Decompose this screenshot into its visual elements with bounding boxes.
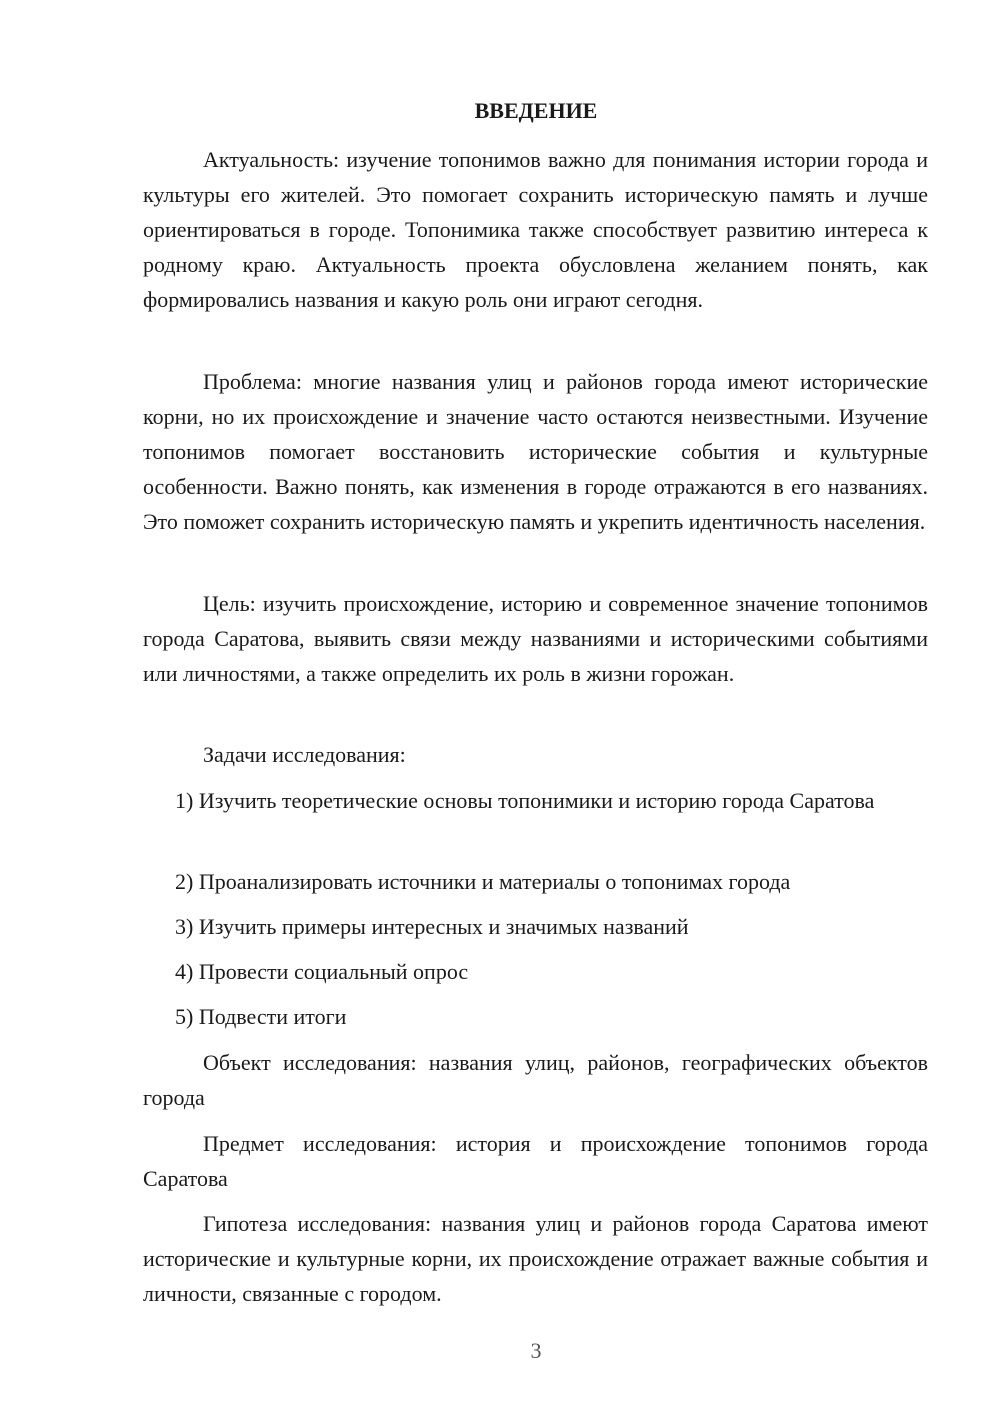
- list-item: 4) Провести социальный опрос: [175, 959, 469, 984]
- list-item: 5) Подвести итоги: [175, 1004, 347, 1029]
- object-paragraph: Объект исследования: названия улиц, районов, географических объектов города: [143, 1050, 928, 1110]
- relevance-paragraph: Актуальность: изучение топонимов важно для понимания истории города и культуры его жителей. Это помогает сохранить историческую память и лучше ориентироваться в городе. Топонимика также способствует развитию интереса к родному краю. Актуальность проекта обусловлена желанием понять, как формировались названия и какую роль они играют сегодня.: [143, 147, 928, 312]
- page-number: 3: [530, 1338, 542, 1363]
- problem-paragraph: Проблема: многие названия улиц и районов города имеют исторические корни, но их происхождение и значение часто остаются неизвестными. Изучение топонимов помогает восстановить исторические события и культурные особенности. Важно понять, как изменения в городе отражаются в его названиях. Это поможет сохранить историческую память и укрепить идентичность населения.: [143, 369, 928, 534]
- hypothesis-paragraph: Гипотеза исследования: названия улиц и районов города Саратова имеют исторические и культурные корни, их происхождение отражает важные события и личности, связанные с городом.: [143, 1211, 928, 1306]
- list-item: 2) Проанализировать источники и материалы о топонимах города: [175, 869, 791, 894]
- subject-paragraph: Предмет исследования: история и происхождение топонимов города Саратова: [143, 1131, 928, 1191]
- tasks-intro: Задачи исследования:: [203, 742, 406, 767]
- list-item: 1) Изучить теоретические основы топонимики и историю города Саратова: [175, 788, 875, 813]
- section-heading: ВВЕДЕНИЕ: [474, 98, 598, 123]
- list-item: 3) Изучить примеры интересных и значимых названий: [175, 914, 689, 939]
- goal-paragraph: Цель: изучить происхождение, историю и современное значение топонимов города Саратова, выявить связи между названиями и историческими событиями или личностями, а также определить их роль в жизни горожан.: [143, 591, 928, 686]
